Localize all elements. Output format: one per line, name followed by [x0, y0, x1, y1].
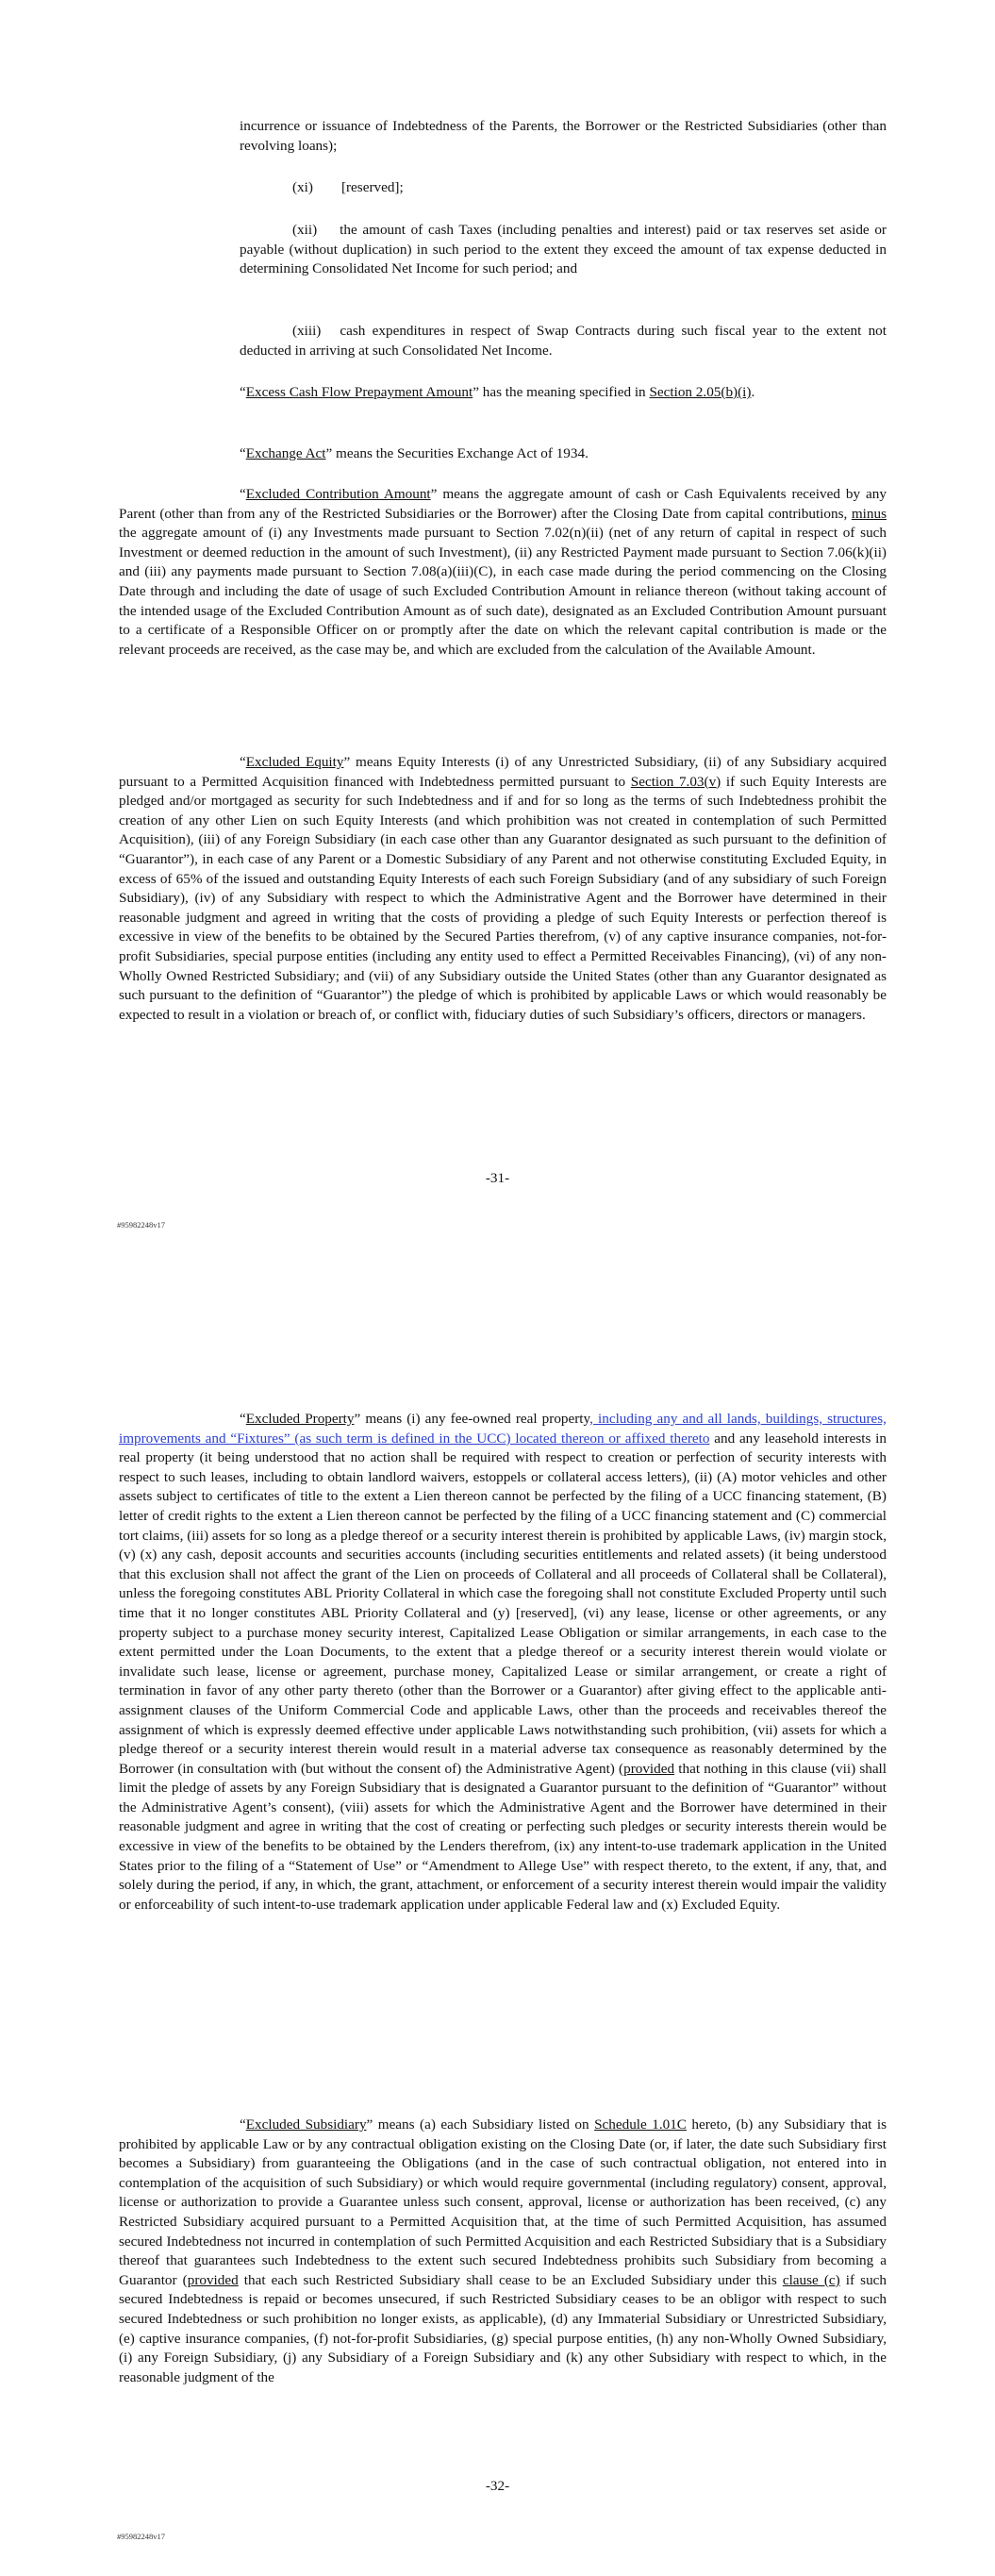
section-reference: Section 7.03(v): [630, 773, 721, 790]
page-number: -32-: [485, 2478, 510, 2494]
page-32: [0, 1288, 995, 2576]
section-reference: Section 2.05(b)(i): [649, 384, 752, 400]
definition-excluded-contribution-amount: “Excluded Contribution Amount” means the aggregate amount of cash or Cash Equivalents received by any Parent (other than from any of the Restricted Subsidiaries or the Borrower) after the Closing Date from capital contributions, minus the aggregate amount of (i) any Investments made pursuant to Section 7.02(n)(ii) (net of any return of capital in respect of such Investment or deemed reduction in the amount of such Investment), (ii) any Restricted Payment made pursuant to Section 7.06(k)(ii) and (iii) any payments made pursuant to Section 7.08(a)(iii)(C), in each case made during the period commencing on the Closing Date through and including the date of usage of such Excluded Contribution Amount in reliance thereon (without taking account of the intended usage of the Excluded Contribution Amount as of such date), designated as an Excluded Contribution Amount pursuant to a certificate of a Responsible Officer on or promptly after the date on which the relevant capital contribution is made or the relevant proceeds are received, as the case may be, and which are excluded from the calculation of the Available Amount.: [119, 486, 887, 658]
definition-excluded-property: “Excluded Property” means (i) any fee-owned real property, including any and all lands, buildings, structures, improvements and “Fixtures” (as such term is defined in the UCC) located thereon or affixed thereto and any leasehold interests in real property (it being understood that no action shall be required with respect to creation or perfection of security interests with respect to such leases, including to obtain landlord waivers, estoppels or collateral access letters), (ii) (A) motor vehicles and other assets subject to certificates of title to the extent a Lien thereon cannot be perfected by the filing of a UCC financing statement, (B) letter of credit rights to the extent a Lien thereon cannot be perfected by the filing of a UCC financing statement and (C) commercial tort claims, (iii) assets for so long as a pledge thereof or a security interest therein is prohibited by applicable Laws, (iv) margin stock, (v) (x) any cash, deposit accounts and securities accounts (including securities entitlements and related assets) (it being understood that this exclusion shall not affect the grant of the Lien on proceeds of Collateral and all proceeds of Collateral shall be Collateral), unless the foregoing constitutes ABL Priority Collateral in which case the foregoing shall not constitute Excluded Property until such time that it no longer constitutes ABL Priority Collateral and (y) [reserved], (vi) any lease, license or other agreements, or any property subject to a purchase money security interest, Capitalized Lease Obligation or similar arrangements, in each case to the extent permitted under the Loan Documents, to the extent that a pledge thereof or a security interest therein would violate or invalidate such lease, license or agreement, purchase money, Capitalized Lease or similar arrangement, or create a right of termination in favor of any other party thereto (other than the Borrower or a Guarantor) after giving effect to the applicable anti-assignment clauses of the Uniform Commercial Code and applicable Laws, other than the proceeds and receivables thereof the assignment of which is expressly deemed effective under applicable Laws notwithstanding such prohibition, (vii) assets for which a pledge thereof or a security interest therein would result in a material adverse tax consequence as reasonably determined by the Borrower (in consultation with (but without the consent of) the Administrative Agent) (provided that nothing in this clause (vii) shall limit the pledge of assets by any Foreign Subsidiary that is designated a Guarantor pursuant to the definition of “Guarantor” without the Administrative Agent’s consent), (viii) assets for which the Administrative Agent and the Borrower have determined in their reasonable judgment and agree in writing that the cost of creating or perfecting such pledges or security interests therein would be excessive in view of the benefits to be obtained by the Lenders therefrom, (ix) any intent-to-use trademark application in the United States prior to the filing of a “Statement of Use” or “Amendment to Allege Use” with respect thereto, to the extent, if any, that, and solely during the period, if any, in which, the grant, attachment, or enforcement of a security interest therein would impair the validity or enforceability of such intent-to-use trademark application under applicable Federal law and (x) Excluded Equity.: [119, 1411, 887, 1913]
document-id: #95982248v17: [117, 1220, 165, 1229]
definition-excluded-equity: “Excluded Equity” means Equity Interests (i) of any Unrestricted Subsidiary, (ii) of any Subsidiary acquired pursuant to a Permitted Acquisition financed with Indebtedness permitted pursuant to Section 7.03(v) if such Equity Interests are pledged and/or mortgaged as security for such Indebtedness and if and for so long as the terms of such Indebtedness prohibit the creation of any other Lien on such Equity Interests (and which prohibition was not created in contemplation of such Permitted Acquisition), (iii) of any Foreign Subsidiary (in each case other than any Guarantor designated as such pursuant to the definition of “Guarantor”), in each case of any Parent or a Domestic Subsidiary of any Parent and not otherwise constituting Excluded Equity, in excess of 65% of the issued and outstanding Equity Interests of each such Foreign Subsidiary (and of any subsidiary of such Foreign Subsidiary), (iv) of any Subsidiary with respect to which the Administrative Agent and the Borrower have determined in their reasonable judgment and agreed in writing that the costs of providing a pledge of such Equity Interests or perfection thereof is excessive in view of the benefits to be obtained by the Secured Parties therefrom, (v) of any captive insurance companies, not-for-profit Subsidiaries, special purpose entities (including any entity used to effect a Permitted Receivables Financing), (vi) of any non-Wholly Owned Restricted Subsidiary; and (vii) of any Subsidiary outside the United States (other than any Guarantor designated as such pursuant to the definition of “Guarantor”) the pledge of which is prohibited by applicable Laws or which would reasonably be expected to result in a violation or breach of, or conflict with, fiduciary duties of such Subsidiary’s officers, directors or managers.: [119, 754, 887, 1023]
defined-term: Excluded Equity: [245, 754, 344, 770]
list-item-xiii: (xiii) cash expenditures in respect of Swap Contracts during such fiscal year to the extent not deducted in arriving at such Consolidated Net Income.: [240, 323, 887, 359]
provided-term: provided: [623, 1760, 675, 1777]
minus-term: minus: [851, 505, 887, 522]
inserted-text: , including any and all lands, buildings, structures, improvements and “Fixtures” (as such term is defined in the UCC) located thereon or affixed thereto: [119, 1411, 887, 1447]
definition-excess-cash-flow-prepayment-amount: “Excess Cash Flow Prepayment Amount” has the meaning specified in Section 2.05(b)(i).: [240, 384, 755, 400]
document-id: #95982248v17: [117, 2532, 165, 2541]
defined-term: Excluded Contribution Amount: [245, 486, 431, 502]
defined-term: Exchange Act: [245, 445, 326, 461]
defined-term: Excluded Subsidiary: [245, 2116, 367, 2133]
paragraph-incurrence: incurrence or issuance of Indebtedness of the Parents, the Borrower or the Restricted Subsidiaries (other than revolving loans);: [240, 118, 887, 154]
provided-term: provided: [187, 2271, 239, 2288]
clause-reference: clause (c): [782, 2271, 840, 2288]
list-item-xii: (xii) the amount of cash Taxes (including penalties and interest) paid or tax reserves set aside or payable (without duplication) in such period to the extent they exceed the amount of tax expense deducted in determining Consolidated Net Income for such period; and: [240, 222, 887, 277]
definition-exchange-act: “Exchange Act” means the Securities Exchange Act of 1934.: [240, 445, 589, 461]
list-item-xi: (xi) [reserved];: [292, 179, 404, 195]
defined-term: Excess Cash Flow Prepayment Amount: [245, 384, 473, 400]
defined-term: Excluded Property: [245, 1411, 355, 1427]
schedule-reference: Schedule 1.01C: [594, 2116, 687, 2133]
page-number: -31-: [485, 1170, 510, 1186]
definition-excluded-subsidiary: “Excluded Subsidiary” means (a) each Subsidiary listed on Schedule 1.01C hereto, (b) any Subsidiary that is prohibited by applicable Law or by any contractual obligation existing on the Closing Date (or, if later, the date such Subsidiary first becomes a Subsidiary) from guaranteeing the Obligations (and in the case of such contractual obligation, not entered into in contemplation of the acquisition of such Subsidiary) or which would require governmental (including regulatory) consent, approval, license or authorization to provide a Guarantee unless such consent, approval, license or authorization has been received, (c) any Restricted Subsidiary acquired pursuant to a Permitted Acquisition that, at the time of such Permitted Acquisition, has assumed secured Indebtedness not incurred in contemplation of such Permitted Acquisition and each Restricted Subsidiary that is a Subsidiary thereof that guarantees such Indebtedness to the extent such secured Indebtedness prohibits such Subsidiary from becoming a Guarantor (provided that each such Restricted Subsidiary shall cease to be an Excluded Subsidiary under this clause (c) if such secured Indebtedness is repaid or becomes unsecured, if such Restricted Subsidiary ceases to be an obligor with respect to such secured Indebtedness or such prohibition no longer exists, as applicable), (d) any Immaterial Subsidiary or Unrestricted Subsidiary, (e) captive insurance companies, (f) not-for-profit Subsidiaries, (g) special purpose entities, (h) any non-Wholly Owned Subsidiary, (i) any Foreign Subsidiary, (j) any Subsidiary of a Foreign Subsidiary and (k) any other Subsidiary with respect to which, in the reasonable judgment of the: [119, 2116, 887, 2385]
